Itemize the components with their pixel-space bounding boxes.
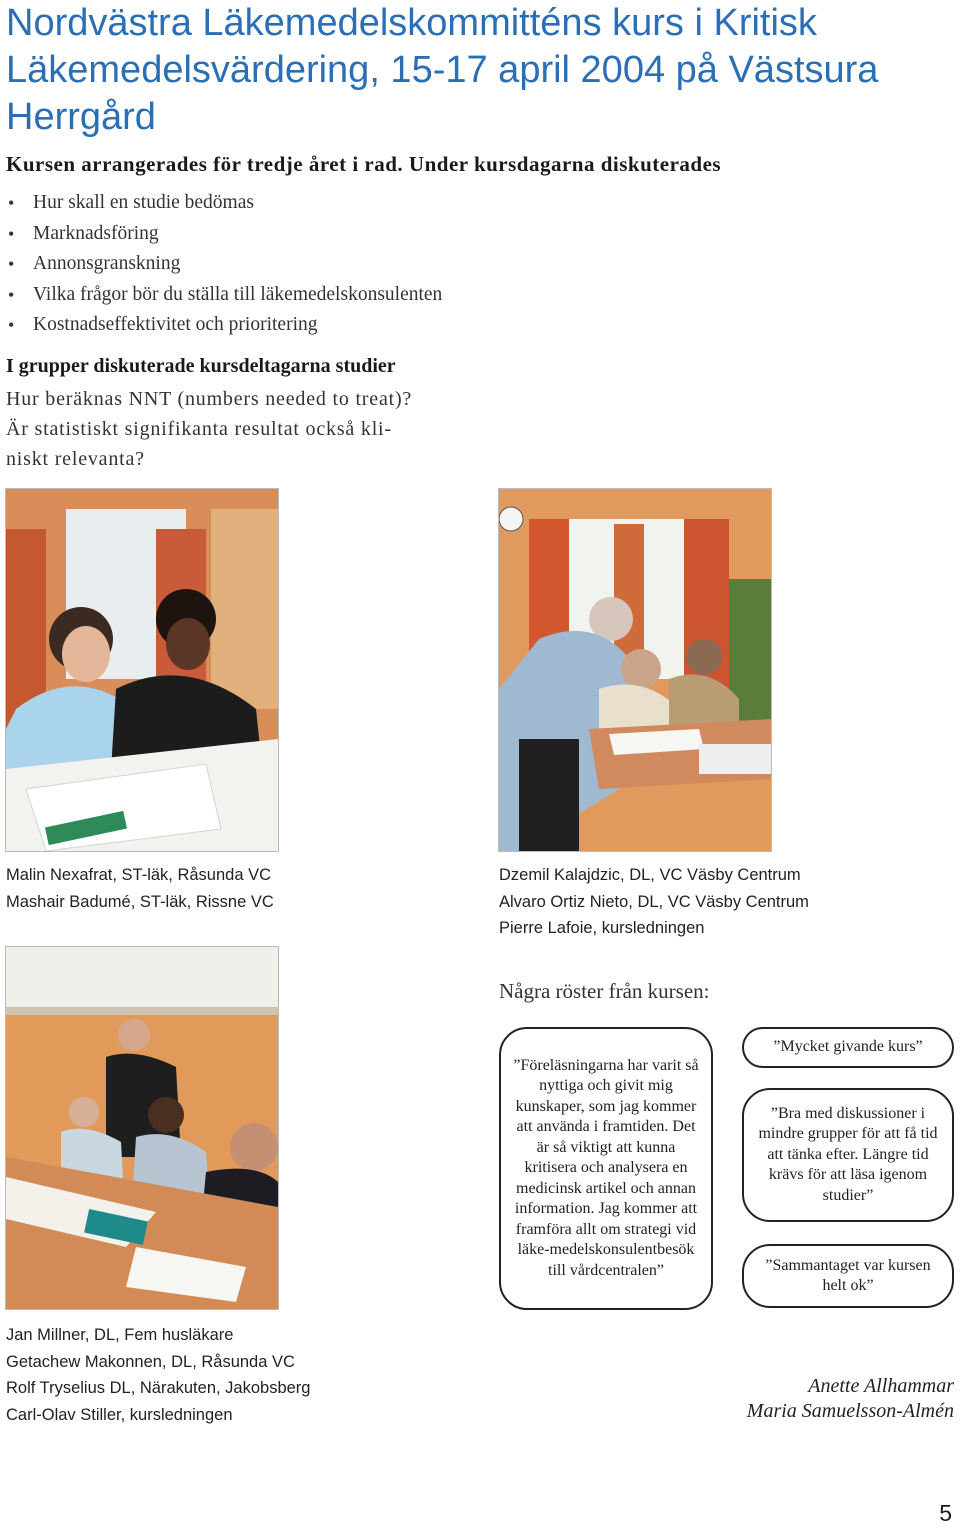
quote-bubble-1: ”Föreläsningarna har varit så nyttiga och givit mig kunskaper, som jag kommer att använda i framtiden. Det är så viktigt att kunna kritisera och analysera en medicinsk artikel och annan information. Jag kommer att framföra allt om strategi vid läke-medelskonsulentbesök till vårdcentralen” <box>499 1027 713 1310</box>
article-title: Nordvästra Läkemedelskommitténs kurs i Kritisk Läkemedelsvärdering, 15-17 april 2004 på Västsura Herrgård <box>6 2 879 138</box>
list-item: • Kostnadseffektivitet och prioritering <box>6 310 442 341</box>
bullet-icon: • <box>8 223 15 244</box>
bullet-icon: • <box>8 284 15 305</box>
groups-heading: I grupper diskuterade kursdeltagarna studier <box>6 355 396 377</box>
photo3-caption: Jan Millner, DL, Fem husläkare Getachew Makonnen, DL, Råsunda VC Rolf Tryselius DL, Närakuten, Jakobsberg Carl-Olav Stiller, kursledningen <box>6 1326 311 1424</box>
list-item: • Marknadsföring <box>6 219 442 250</box>
photo-illustration <box>6 489 278 851</box>
photo-participants-1 <box>5 488 279 852</box>
group-questions <box>6 384 412 474</box>
quote-bubble-3: ”Bra med diskussioner i mindre grupper för att få tid att tänka efter. Längre tid krävs för att läsa igenom studier” <box>742 1088 954 1222</box>
bullet-icon: • <box>8 254 15 274</box>
photo1-caption: Malin Nexafrat, ST-läk, Råsunda VC Mashair Badumé, ST-läk, Rissne VC <box>6 866 274 911</box>
photo-illustration <box>499 489 771 851</box>
photo2-caption: Dzemil Kalajdzic, DL, VC Väsby Centrum Alvaro Ortiz Nieto, DL, VC Väsby Centrum Pierre Lafoie, kursledningen <box>499 866 809 937</box>
bullet-icon: • <box>8 193 15 213</box>
quote-bubble-2: ”Mycket givande kurs” <box>742 1027 954 1068</box>
article-authors <box>747 1374 954 1424</box>
bullet-icon: • <box>8 315 15 335</box>
question-2b: niskt relevanta? <box>6 448 145 470</box>
author-name: Anette Allhammar <box>808 1375 954 1397</box>
photo-participants-3 <box>5 946 279 1310</box>
question-2a: Är statistiskt signifikanta resultat också kli- <box>6 418 392 440</box>
topic-list <box>6 188 442 341</box>
quote-bubble-4: ”Sammantaget var kursen helt ok” <box>742 1244 954 1308</box>
list-item: • Annonsgranskning <box>6 249 442 280</box>
question-1: Hur beräknas NNT (numbers needed to treat)? <box>6 388 413 410</box>
intro-lead: Kursen arrangerades för tredje året i rad. Under kursdagarna diskuterades <box>6 152 722 176</box>
photo-participants-2 <box>498 488 772 852</box>
list-item: • Hur skall en studie bedömas <box>6 188 442 219</box>
list-item: • Vilka frågor bör du ställa till läkemedelskonsulenten <box>6 280 442 311</box>
photo-illustration <box>6 947 278 1309</box>
voices-heading: Några röster från kursen: <box>499 979 710 1003</box>
page-number: 5 <box>939 1500 952 1526</box>
author-name: Maria Samuelsson-Almén <box>746 1400 954 1422</box>
